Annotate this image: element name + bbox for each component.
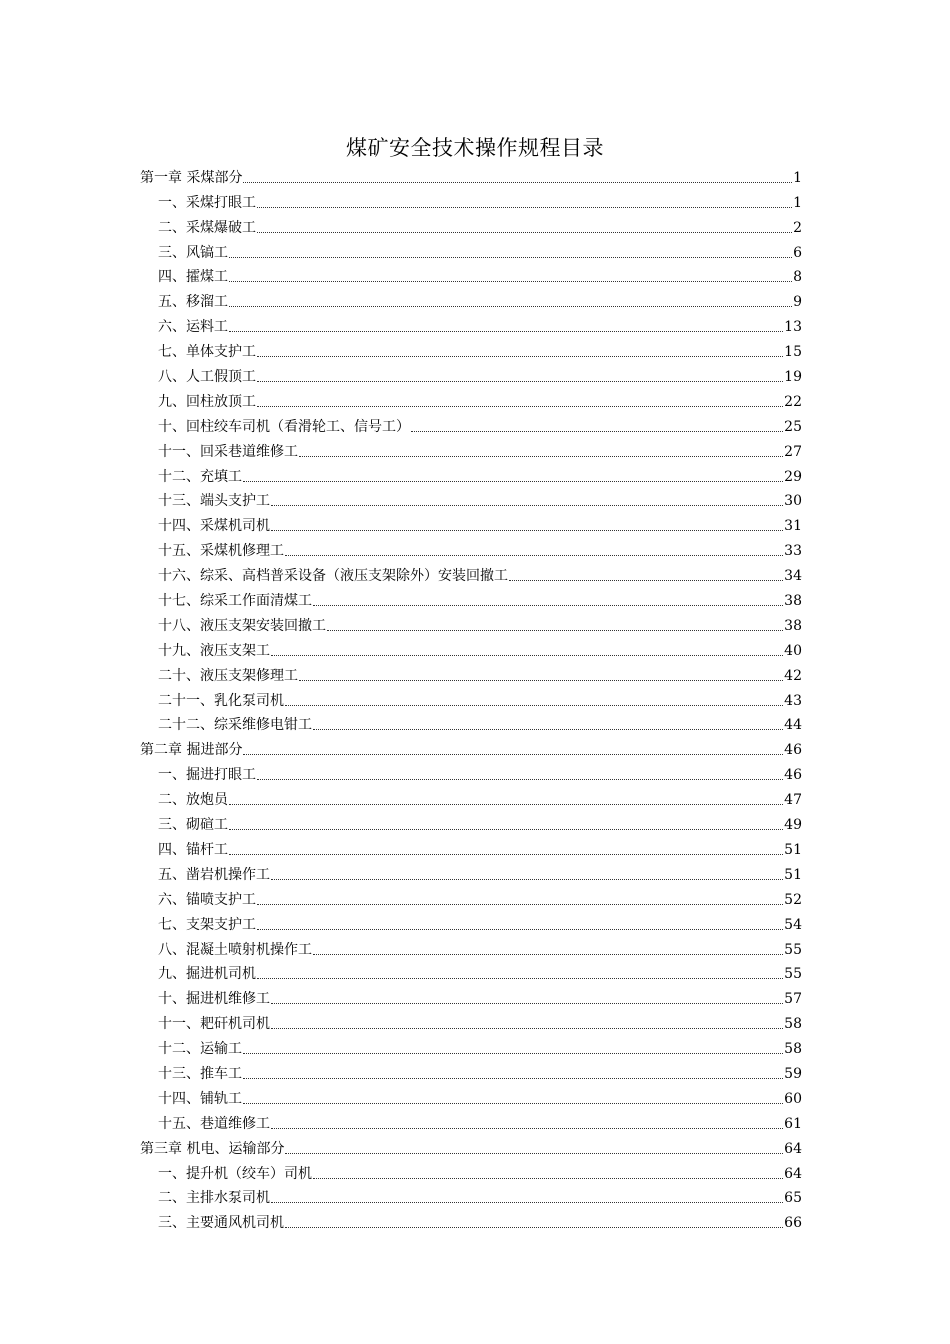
toc-section-entry[interactable] (140, 411, 802, 436)
toc-section-entry[interactable] (140, 1008, 802, 1033)
toc-entry-label: 七、支架支护工 (158, 916, 256, 933)
toc-dot-leader (257, 232, 792, 233)
toc-dot-leader (285, 555, 783, 556)
toc-page-number: 55 (784, 966, 802, 983)
toc-dot-leader (243, 1103, 783, 1104)
toc-page-number: 64 (784, 1140, 802, 1157)
toc-entry-label: 十二、充填工 (158, 468, 242, 485)
toc-page-number: 27 (784, 443, 802, 460)
toc-page-number: 40 (784, 642, 802, 659)
toc-dot-leader (509, 580, 783, 581)
toc-entry-label: 三、主要通风机司机 (158, 1215, 284, 1232)
toc-dot-leader (229, 331, 783, 332)
toc-page-number: 54 (784, 916, 802, 933)
toc-entry-label: 十二、运输工 (158, 1041, 242, 1058)
toc-entry-label: 十四、采煤机司机 (158, 518, 270, 535)
toc-section-entry[interactable] (140, 262, 802, 287)
toc-dot-leader (327, 630, 783, 631)
toc-dot-leader (257, 779, 783, 780)
toc-section-entry[interactable] (140, 784, 802, 809)
toc-page-number: 49 (784, 817, 802, 834)
toc-entry-label: 十一、耙矸机司机 (158, 1016, 270, 1033)
toc-dot-leader (271, 530, 783, 531)
toc-entry-label: 三、风镐工 (158, 244, 228, 261)
toc-page-number: 19 (784, 369, 802, 386)
toc-section-entry[interactable] (140, 610, 802, 635)
toc-entry-label: 二、采煤爆破工 (158, 219, 256, 236)
toc-section-entry[interactable] (140, 834, 802, 859)
toc-section-entry[interactable] (140, 660, 802, 685)
toc-section-entry[interactable] (140, 560, 802, 585)
toc-entry-label: 二十二、综采维修电钳工 (158, 717, 312, 734)
toc-section-entry[interactable] (140, 436, 802, 461)
toc-page-number: 46 (784, 742, 802, 759)
toc-page-number: 29 (784, 468, 802, 485)
toc-entry-label: 十四、铺轨工 (158, 1090, 242, 1107)
toc-section-entry[interactable] (140, 212, 802, 237)
toc-dot-leader (257, 381, 783, 382)
toc-dot-leader (243, 754, 783, 755)
toc-section-entry[interactable] (140, 859, 802, 884)
toc-page-number: 30 (784, 493, 802, 510)
toc-entry-label: 第一章 采煤部分 (140, 169, 243, 186)
toc-chapter-entry[interactable] (140, 734, 802, 759)
toc-entry-label: 十七、综采工作面清煤工 (158, 593, 312, 610)
toc-dot-leader (313, 1178, 783, 1179)
toc-entry-label: 十五、巷道维修工 (158, 1115, 270, 1132)
toc-entry-label: 四、锚杆工 (158, 841, 228, 858)
toc-page-number: 9 (793, 294, 802, 311)
toc-dot-leader (271, 1202, 783, 1203)
toc-dot-leader (243, 182, 792, 183)
toc-page-number: 47 (784, 792, 802, 809)
toc-dot-leader (285, 1227, 783, 1228)
toc-dot-leader (299, 680, 783, 681)
toc-entry-label: 二、放炮员 (158, 792, 228, 809)
toc-page-number: 2 (793, 219, 802, 236)
toc-page-number: 38 (784, 617, 802, 634)
toc-section-entry[interactable] (140, 510, 802, 535)
toc-section-entry[interactable] (140, 809, 802, 834)
toc-section-entry[interactable] (140, 1058, 802, 1083)
toc-page-number: 58 (784, 1016, 802, 1033)
toc-page-number: 46 (784, 767, 802, 784)
toc-dot-leader (257, 904, 783, 905)
toc-section-entry[interactable] (140, 311, 802, 336)
toc-dot-leader (243, 1053, 783, 1054)
toc-dot-leader (285, 1153, 783, 1154)
toc-dot-leader (271, 1128, 783, 1129)
toc-dot-leader (257, 978, 783, 979)
toc-section-entry[interactable] (140, 386, 802, 411)
toc-page-number: 13 (784, 319, 802, 336)
toc-page-number: 33 (784, 543, 802, 560)
toc-dot-leader (243, 481, 783, 482)
toc-page-number: 22 (784, 393, 802, 410)
toc-page-number: 8 (793, 269, 802, 286)
toc-section-entry[interactable] (140, 1108, 802, 1133)
toc-dot-leader (271, 1028, 783, 1029)
toc-page-number: 34 (784, 568, 802, 585)
toc-dot-leader (313, 729, 783, 730)
toc-dot-leader (299, 456, 783, 457)
toc-dot-leader (411, 431, 783, 432)
toc-section-entry[interactable] (140, 187, 802, 212)
toc-section-entry[interactable] (140, 237, 802, 262)
toc-entry-label: 八、混凝土喷射机操作工 (158, 941, 312, 958)
toc-entry-label: 十六、综采、高档普采设备（液压支架除外）安装回撤工 (158, 568, 508, 585)
toc-entry-label: 六、运料工 (158, 319, 228, 336)
toc-section-entry[interactable] (140, 336, 802, 361)
toc-section-entry[interactable] (140, 361, 802, 386)
toc-dot-leader (271, 655, 783, 656)
toc-section-entry[interactable] (140, 710, 802, 735)
toc-dot-leader (229, 804, 783, 805)
toc-entry-label: 第二章 掘进部分 (140, 742, 243, 759)
toc-dot-leader (257, 207, 792, 208)
toc-dot-leader (313, 954, 783, 955)
toc-page-number: 31 (784, 518, 802, 535)
toc-entry-label: 二十、液压支架修理工 (158, 667, 298, 684)
toc-entry-label: 一、采煤打眼工 (158, 194, 256, 211)
toc-section-entry[interactable] (140, 1183, 802, 1208)
toc-entry-label: 十八、液压支架安装回撤工 (158, 617, 326, 634)
toc-section-entry[interactable] (140, 685, 802, 710)
toc-dot-leader (257, 356, 783, 357)
toc-page-number: 51 (784, 841, 802, 858)
toc-entry-label: 九、掘进机司机 (158, 966, 256, 983)
toc-page-number: 65 (784, 1190, 802, 1207)
toc-page-number: 66 (784, 1215, 802, 1232)
toc-page-number: 60 (784, 1090, 802, 1107)
toc-section-entry[interactable] (140, 959, 802, 984)
toc-page-number: 15 (784, 344, 802, 361)
toc-dot-leader (229, 829, 783, 830)
toc-page-number: 64 (784, 1165, 802, 1182)
toc-entry-label: 九、回柱放顶工 (158, 393, 256, 410)
toc-section-entry[interactable] (140, 983, 802, 1008)
toc-entry-label: 十一、回采巷道维修工 (158, 443, 298, 460)
toc-page-number: 58 (784, 1041, 802, 1058)
toc-entry-label: 十三、推车工 (158, 1065, 242, 1082)
toc-section-entry[interactable] (140, 461, 802, 486)
toc-dot-leader (229, 854, 783, 855)
toc-page-number: 52 (784, 891, 802, 908)
toc-dot-leader (271, 879, 783, 880)
toc-page-number: 38 (784, 593, 802, 610)
toc-chapter-entry[interactable] (140, 162, 802, 187)
toc-entry-label: 二、主排水泵司机 (158, 1190, 270, 1207)
toc-entry-label: 十五、采煤机修理工 (158, 543, 284, 560)
toc-dot-leader (271, 1003, 783, 1004)
toc-entry-label: 十、掘进机维修工 (158, 991, 270, 1008)
toc-entry-label: 十九、液压支架工 (158, 642, 270, 659)
toc-dot-leader (229, 257, 792, 258)
toc-page-number: 42 (784, 667, 802, 684)
toc-section-entry[interactable] (140, 1158, 802, 1183)
toc-section-entry[interactable] (140, 585, 802, 610)
toc-section-entry[interactable] (140, 759, 802, 784)
toc-entry-label: 六、锚喷支护工 (158, 891, 256, 908)
toc-entry-label: 十三、端头支护工 (158, 493, 270, 510)
toc-page-number: 51 (784, 866, 802, 883)
toc-section-entry[interactable] (140, 535, 802, 560)
toc-entry-label: 第三章 机电、运输部分 (140, 1140, 285, 1157)
toc-page-number: 6 (793, 244, 802, 261)
toc-page-number: 1 (793, 194, 802, 211)
toc-entry-label: 七、单体支护工 (158, 344, 256, 361)
toc-entry-label: 一、提升机（绞车）司机 (158, 1165, 312, 1182)
toc-section-entry[interactable] (140, 909, 802, 934)
toc-chapter-entry[interactable] (140, 1133, 802, 1158)
toc-page-number: 44 (784, 717, 802, 734)
table-of-contents (140, 162, 802, 1232)
toc-section-entry[interactable] (140, 486, 802, 511)
toc-page-number: 55 (784, 941, 802, 958)
toc-dot-leader (229, 306, 792, 307)
toc-page-number: 57 (784, 991, 802, 1008)
toc-page-number: 43 (784, 692, 802, 709)
toc-page-number: 1 (793, 169, 802, 186)
toc-dot-leader (285, 705, 783, 706)
toc-dot-leader (229, 281, 792, 282)
toc-entry-label: 四、攉煤工 (158, 269, 228, 286)
toc-section-entry[interactable] (140, 1207, 802, 1232)
page-title: 煤矿安全技术操作规程目录 (346, 136, 604, 160)
toc-entry-label: 十、回柱绞车司机（看滑轮工、信号工） (158, 418, 410, 435)
toc-entry-label: 二十一、乳化泵司机 (158, 692, 284, 709)
toc-section-entry[interactable] (140, 635, 802, 660)
toc-section-entry[interactable] (140, 934, 802, 959)
toc-page-number: 59 (784, 1065, 802, 1082)
toc-dot-leader (313, 605, 783, 606)
toc-dot-leader (257, 929, 783, 930)
toc-entry-label: 三、砌碹工 (158, 817, 228, 834)
toc-section-entry[interactable] (140, 1033, 802, 1058)
toc-dot-leader (271, 505, 783, 506)
toc-section-entry[interactable] (140, 286, 802, 311)
toc-dot-leader (243, 1078, 783, 1079)
toc-entry-label: 五、移溜工 (158, 294, 228, 311)
toc-page-number: 25 (784, 418, 802, 435)
toc-dot-leader (257, 406, 783, 407)
toc-entry-label: 五、凿岩机操作工 (158, 866, 270, 883)
toc-entry-label: 八、人工假顶工 (158, 369, 256, 386)
toc-entry-label: 一、掘进打眼工 (158, 767, 256, 784)
toc-page-number: 61 (784, 1115, 802, 1132)
toc-section-entry[interactable] (140, 884, 802, 909)
toc-section-entry[interactable] (140, 1083, 802, 1108)
